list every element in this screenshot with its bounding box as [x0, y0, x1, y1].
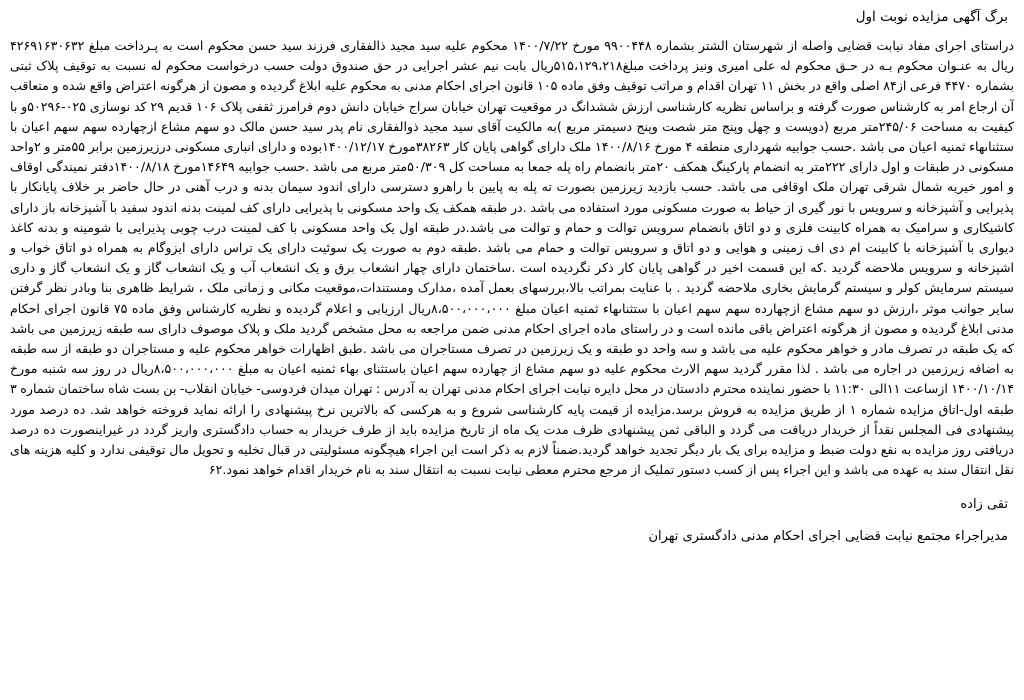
- issuing-office: مدیراجراء مجتمع نیابت قضایی اجرای احکام مدنی دادگستری تهران: [648, 529, 1008, 545]
- notice-body: دراستای اجرای مفاد نیابت قضایی واصله از شهرستان الشتر بشماره ۹۹۰۰۴۴۸ مورخ ۱۴۰۰/۷/۲۲ محکوم علیه سید مجید ذالفقاری فرزند سید حسن محکوم است به پـرداخت مبلغ ۴۲۶۹۱۶۳۰۶۳۲ ریال به عنـوان محکوم بـه در حـق محکوم له علی امیری ونیز پرداخت مبلغ۵۱۵،۱۲۹،۲۱۸ریال بابت نیم عشر اجرایی در حق صندوق دولت حسب درخواست محکوم له نسبت به توقیف پلاک ثبتی بشماره ۴۴۷۰ فرعی از۸۴ اصلی واقع در بخش ۱۱ تهران اقدام و مراتب توقیف وفق ماده ۱۰۵ قانون اجرای احکام مدنی به محکوم علیه ابلاغ گردیده و مصون از هرگونه اعتراض واقع شده و متعاقب آن ارجاع امر به کارشناس صورت گرفته و براساس نظریه کارشناسی ارزش ششدانگ در موقعیت تهران خیابان سراج خیابان دانش دوم فرامرز ثقفی پلاک ۱۰۶ قدیم ۲۹ کد نوسازی ۰۲۵-۵۰۲۹۶و با کیفیت به مساحت ۲۴۵/۰۶متر مربع (دویست و چهل وپنج متر شصت وپنج دسیمتر مربع )به مالکیت آقای سید مجید ذوالفقاری نام پدر سید حسن مالک دو سهم مشاع ازچهارده سهم سهم اعیان با ستثناىهاء ثمنیه اعیان می باشد .حسب جوابیه شهرداری منطقه ۴ مورخ ۱۴۰۰/۸/۱۶ ملک دارای گواهی پایان کار ۳۸۲۶۳مورخ ۱۴۰۰/۱۲/۱۷بوده و دارای انباری مسکونی درزیرزمین برابر ۵۵متر و ۲واحد مسکونی در طبقات و اول دارای ۲۲۲متر به انضمام پارکینگ همکف ۲۰متر بانضمام راه پله جمعا به مساحت کل ۵۰/۳۰۹متر مربع می باشد .حسب جوابیه ۱۴۶۴۹مورخ ۱۴۰۰/۸/۱۸دفتر نمیندگی اوقاف و امور خیریه شمال شرقی تهران ملک اوقافی می باشد. حسب بازدید زیرزمین بصورت ته پله به پایین با راهرو دسترسی دارای اندود سیمان بدنه و درب آهنی در حال حاضر بر خلاف پایانکار با پذیرایی و آشپزخانه و سرویس با نور گیری از حیاط به صورت مسکونی مورد استفاده می باشد .در طبقه همکف یک واحد مسکونی با پذیرایی دارای کف لمینت بدنه اندود سفید با آشپزخانه باز دارای کاشیکاری و سرامیک به همراه کابینت فلزی و دو اتاق بانضمام سرویس توالت و حمام و توالت می باشد.در طبقه اول یک واحد مسکونی با کف لمینت درب چوبی پذیرایی با شومینه و بدنه کاغذ دیواری با آشپزخانه با کابینت ام دی اف زمینی و هوایی و دو اتاق و سرویس توالت و حمام می باشد .طبقه دوم به صورت یک سوئیت دارای یک تراس دارای ایزوگام به همراه دو اتاق خواب و اشپزخانه و سرویس ملاحضه گردید .که این قسمت اخیر در گواهی پایان کار ذکر نگردیده است .ساختمان دارای چهار انشعاب برق و یک انشعاب آب و یک انشعاب گاز و یک انشعاب گاز و داری سیستم سرمایش کولر و سیستم گرمایش بخاری ملاحضه گردید . با عنایت بمراتب بالا،بررسهای بعمل آمده ،مدارک ومستندات،موقعیت مکانی و زمانی ملک ، شرایط ظاهری بنا وبادر نظر گرفتن سایر جوانب موثر ،ارزش دو سهم مشاع ازچهارده سهم سهم اعیان با ستثناىهاء ثمنیه اعیان مبلغ ۸،۵۰۰،۰۰۰،۰۰۰ریال ارزیابی و اعلام گردیده و نظریه کارشناس وفق ماده ۷۵ قانون اجرای احکام مدنی ابلاغ گردیده و مصون از هرگونه اعتراض باقی مانده است و در راستای ماده اجرای احکام مدنی ضمن مراجعه به محل مشخص گردید ملک و پلاک موصوف دارای سه طبقه زیرزمین می باشد که یک طبقه در تصرف مادر و خواهر محکوم علیه می باشد و سه واحد دو طبقه و یک زیرزمین در تصرف مستاجران می باشد .طبق اظهارات خواهر محکوم علیه و مستاجران دو طبقه از سه طبقه به اضافه زیرزمین در اجاره می باشد . لذا مقرر گردید سهم الارث محکوم علیه دو سهم مشاع از چهارده سهم اعیان باستثنای بهاء ثمنیه اعیان به مبلغ ۸،۵۰۰،۰۰۰،۰۰۰ریال در روز سه شنبه مورخ ۱۴۰۰/۱۰/۱۴ ازساعت ۱۱الی ۱۱:۳۰ با حضور نماینده محترم دادستان در محل دایره نیابت اجرای احکام مدنی تهران به آدرس : تهران میدان فردوسی- خیابان انقلاب- بن بست شاه ساختمان شماره ۳ طبقه اول-اتاق مزایده شماره ۱ از طریق مزایده به فروش برسد.مزایده از قیمت پایه کارشناسی شروع و به هرکسی که بالاترین نرخ پیشنهادی را ارائه نماید فروخته خواهد شد. ده درصد مورد پیشنهادی فی المجلس نقداً از خریدار دریافت می گردد و الباقی ثمن پیشنهادی ظرف مدت یک ماه از تاریخ مزایده باید از طرف خریدار به حساب دادگستری واریز گردد در غیراینصورت ده درصد دریافتی روز مزایده به نفع دولت ضبط و مزایده برای یک بار دیگر تجدید خواهد گردید.ضمناً لازم به ذکر است این اجراء هیچگونه مسئولیتی در قبال تخلیه و تحویل مال توقیفی ندارد و کلیه هزینه های نقل انتقال سند به عهده می باشد و این اجراء پس از کسب دستور تملیک از مرجع محترم معطی نیابت نسبت به انتقال سند به نام خریدار اقدام خواهد نمود.۶۲: [10, 38, 1015, 478]
- notice-heading: برگ آگهی مزایده نوبت اول: [855, 9, 1008, 25]
- signer-name: تقی زاده: [960, 497, 1008, 513]
